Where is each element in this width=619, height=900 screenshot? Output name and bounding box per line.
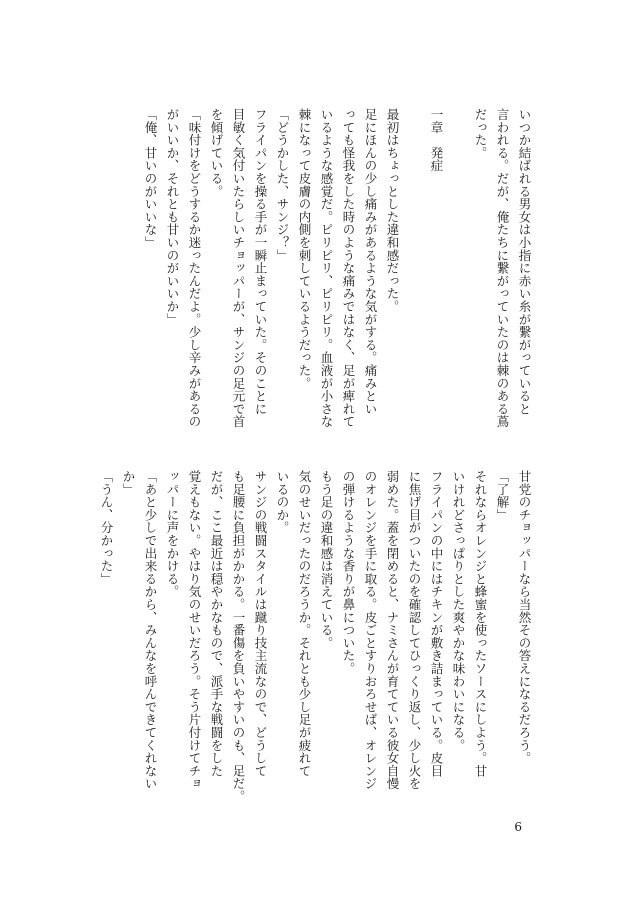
- upper-line-2: 足にほんの少し痛みがあるような気がする。痛みとい: [363, 108, 378, 416]
- lower-line-1: 甘党のチョッパーなら当然その答えになるだろう。: [517, 470, 532, 765]
- upper-line-6: 「どうかした、サンジ？」: [275, 108, 290, 262]
- chapter-number: 一章: [429, 108, 444, 134]
- intro-line-2: 言われる。だが、俺たちに繋がっていたのは棘のある蔦: [495, 108, 510, 428]
- lower-text-block: [75, 470, 535, 815]
- lower-line-17: ッパーに声をかける。: [165, 470, 180, 598]
- lower-line-7: 弱めた。蓋を閉めると、ナミさんが育てている彼女自慢: [385, 470, 400, 790]
- upper-line-4: いるような感覚だ。ピリピリ、ピリピリ。血液が小さな: [319, 108, 334, 428]
- lower-line-14: も足腰に負担がかかる。一番傷を負いやすいのも、足だ。: [231, 470, 246, 803]
- lower-line-20: 「うん、分かった」: [99, 470, 114, 586]
- lower-line-18: 「あと少しで出来るから、みんなを呼んできてくれない: [143, 470, 158, 790]
- intro-line-3: だった。: [473, 108, 488, 160]
- upper-line-5: 棘になって皮膚の内側を刺しているようだった。: [297, 108, 312, 390]
- lower-line-9: の弾けるような香りが鼻についた。: [341, 470, 356, 675]
- upper-line-11: がいいか、それとも甘いのがいいか」: [165, 108, 180, 326]
- upper-line-7: フライパンを操る手が一瞬止まっていた。そのことに: [253, 108, 268, 416]
- lower-line-3: それならオレンジと蜂蜜を使ったソースにしよう。甘: [473, 470, 488, 778]
- lower-line-13: サンジの戦闘スタイルは蹴り技主流なので、どうして: [253, 470, 268, 778]
- lower-line-12: いるのか。: [275, 470, 290, 534]
- chapter-heading: [425, 108, 447, 468]
- upper-text-block: [95, 108, 535, 468]
- lower-line-15: だが、ここ最近は穏やかなもので、派手な戦闘をした: [209, 470, 224, 778]
- chapter-title: 発症: [429, 146, 444, 173]
- upper-line-9: を傾げている。: [209, 108, 224, 198]
- page-number: 6: [514, 820, 522, 834]
- lower-line-5: フライパンの中にはチキンが敷き詰まっている。皮目: [429, 470, 444, 778]
- lower-line-16: 覚えもない。やはり気のせいだろう。そう片付けてチョ: [187, 470, 202, 790]
- lower-line-19: か」: [121, 470, 136, 496]
- upper-line-3: っても怪我をした時のような痛みではなく、足が痺れて: [341, 108, 356, 428]
- lower-line-8: のオレンジを手に取る。皮ごとすりおろせば、オレンジ: [363, 470, 378, 790]
- upper-line-10: 「味付けをどうするか迷ったんだよ。少し辛みがあるの: [187, 108, 202, 428]
- lower-line-10: もう足の違和感は消えている。: [319, 470, 334, 650]
- upper-line-1: 最初はちょっとした違和感だった。: [385, 108, 400, 313]
- upper-line-8: 目敏く気付いたらしいチョッパーが、サンジの足元で首: [231, 108, 246, 428]
- lower-line-4: いけれどさっぱりとした爽やかな味わいになる。: [451, 470, 466, 752]
- lower-line-11: 気のせいだったのだろうか。それとも少し足が疲れて: [297, 470, 312, 778]
- intro-line-1: いつか結ばれる男女は小指に赤い糸が繋がっていると: [517, 108, 532, 416]
- upper-line-12: 「俺、甘いのがいいな」: [143, 108, 158, 249]
- lower-line-6: に焦げ目がついたのを確認してひっくり返し、少し火を: [407, 470, 422, 790]
- lower-line-2: 「了解」: [495, 470, 510, 522]
